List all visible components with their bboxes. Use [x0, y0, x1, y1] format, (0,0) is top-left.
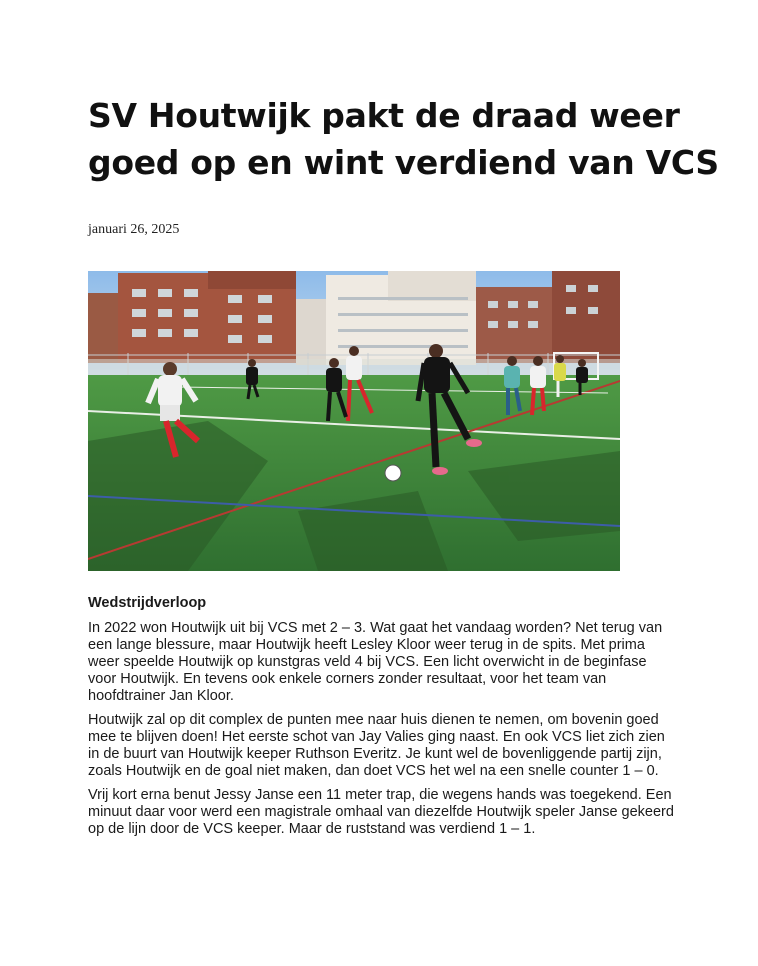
paragraph: Vrij kort erna benut Jessy Janse een 11 meter trap, die wegens hands was toegekend. Een minuut daar voor werd een magistrale omhaal van diezelfde Houtwijk speler Janse gekeerd op de lijn door de VCS keeper. Maar de ruststand was verdiend 1 – 1. [88, 787, 674, 837]
article-body [88, 595, 678, 845]
article-title: SV Houtwijk pakt de draad weer goed op en wint verdiend van VCS [88, 96, 719, 182]
match-photo [88, 271, 620, 571]
paragraph: Houtwijk zal op dit complex de punten mee naar huis dienen te nemen, om bovenin goed mee te blijven doen! Het eerste schot van Jay Valies ging naast. En ook VCS liet zich zien in de buurt van Houtwijk keeper Ruthson Everitz. Je kunt wel de bovenliggende partij zijn, zoals Houtwijk en de goal niet maken, dan doet VCS het wel na een snelle counter 1 – 0. [88, 712, 665, 779]
paragraph: In 2022 won Houtwijk uit bij VCS met 2 – 3. Wat gaat het vandaag worden? Net terug van een lange blessure, maar Houtwijk heeft Lesley Kloor weer terug in de spits. Met prima weer speelde Houtwijk op kunstgras veld 4 bij VCS. Een licht overwicht in de beginfase voor Houtwijk. En tevens ook enkele corners zonder resultaat, voor het team van hoofdtrainer Jan Kloor. [88, 620, 663, 704]
football [385, 465, 401, 481]
article-date: januari 26, 2025 [88, 222, 180, 237]
section-heading: Wedstrijdverloop [88, 595, 207, 611]
